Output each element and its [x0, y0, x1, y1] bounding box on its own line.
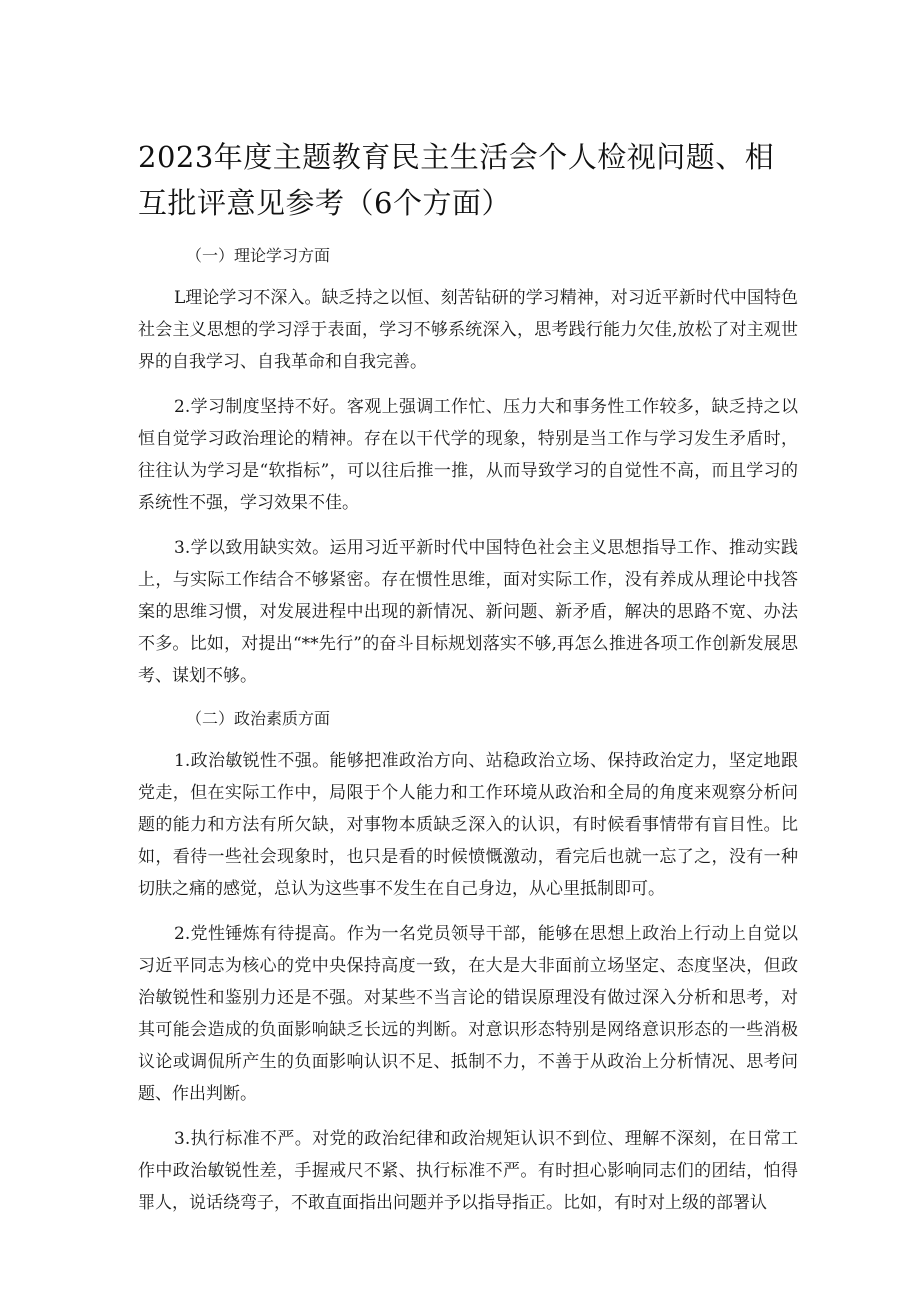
- section-heading: （二）政治素质方面: [186, 709, 331, 728]
- paragraph-item: 3.学以致用缺实效。运用习近平新时代中国特色社会主义思想指导工作、推动实践上，与实际工作结合不够紧密。存在惯性思维，面对实际工作，没有养成从理论中找答案的思维习惯，对发展进程中出现的新情况、新问题、新矛盾，解决的思路不宽、办法不多。比如，对提出“**先行”的奋斗目标规划落实不够,再怎么推进各项工作创新发展思考、谋划不够。: [138, 538, 798, 686]
- paragraph-item: 3.执行标准不严。对党的政治纪律和政治规矩认识不到位、理解不深刻，在日常工作中政治敏锐性差，手握戒尺不紧、执行标准不严。有时担心影响同志们的团结，怕得罪人，说话绕弯子，不敢直面指出问题并予以指导指正。比如，有时对上级的部署认: [138, 1129, 798, 1213]
- section-political-quality: [138, 705, 798, 1219]
- document-title: 2023年度主题教育民主生活会个人检视问题、相互批评意见参考（6个方面）: [138, 140, 775, 220]
- paragraph-item: L理论学习不深入。缺乏持之以恒、刻苦钻研的学习精神，对习近平新时代中国特色社会主义思想的学习浮于表面，学习不够系统深入，思考践行能力欠佳,放松了对主观世界的自我学习、自我革命和自我完善。: [138, 288, 798, 372]
- paragraph-item: 2.党性锤炼有待提高。作为一名党员领导干部，能够在思想上政治上行动上自觉以习近平同志为核心的党中央保持高度一致，在大是大非面前立场坚定、态度坚决，但政治敏锐性和鉴别力还是不强。对某些不当言论的错误原理没有做过深入分析和思考，对其可能会造成的负面影响缺乏长远的判断。对意识形态特别是网络意识形态的一些消极议论或调侃所产生的负面影响认识不足、抵制不力，不善于从政治上分析情况、思考问题、作出判断。: [138, 924, 798, 1104]
- paragraph-item: 2.学习制度坚持不好。客观上强调工作忙、压力大和事务性工作较多，缺乏持之以恒自觉学习政治理论的精神。存在以干代学的现象，特别是当工作与学习发生矛盾时，往往认为学习是“软指标”，可以往后推一推，从而导致学习的自觉性不高，而且学习的系统性不强，学习效果不佳。: [138, 397, 798, 513]
- paragraph-item: 1.政治敏锐性不强。能够把准政治方向、站稳政治立场、保持政治定力，坚定地跟党走，但在实际工作中，局限于个人能力和工作环境从政治和全局的角度来观察分析问题的能力和方法有所欠缺，对事物本质缺乏深入的认识，有时候看事情带有盲目性。比如，看待一些社会现象时，也只是看的时候愤慨激动，看完后也就一忘了之，没有一种切肤之痛的感觉，总认为这些事不发生在自己身边，从心里抵制即可。: [138, 751, 798, 899]
- section-heading: （一）理论学习方面: [186, 246, 331, 265]
- document-body: [138, 242, 798, 1232]
- section-theory-study: [138, 242, 798, 692]
